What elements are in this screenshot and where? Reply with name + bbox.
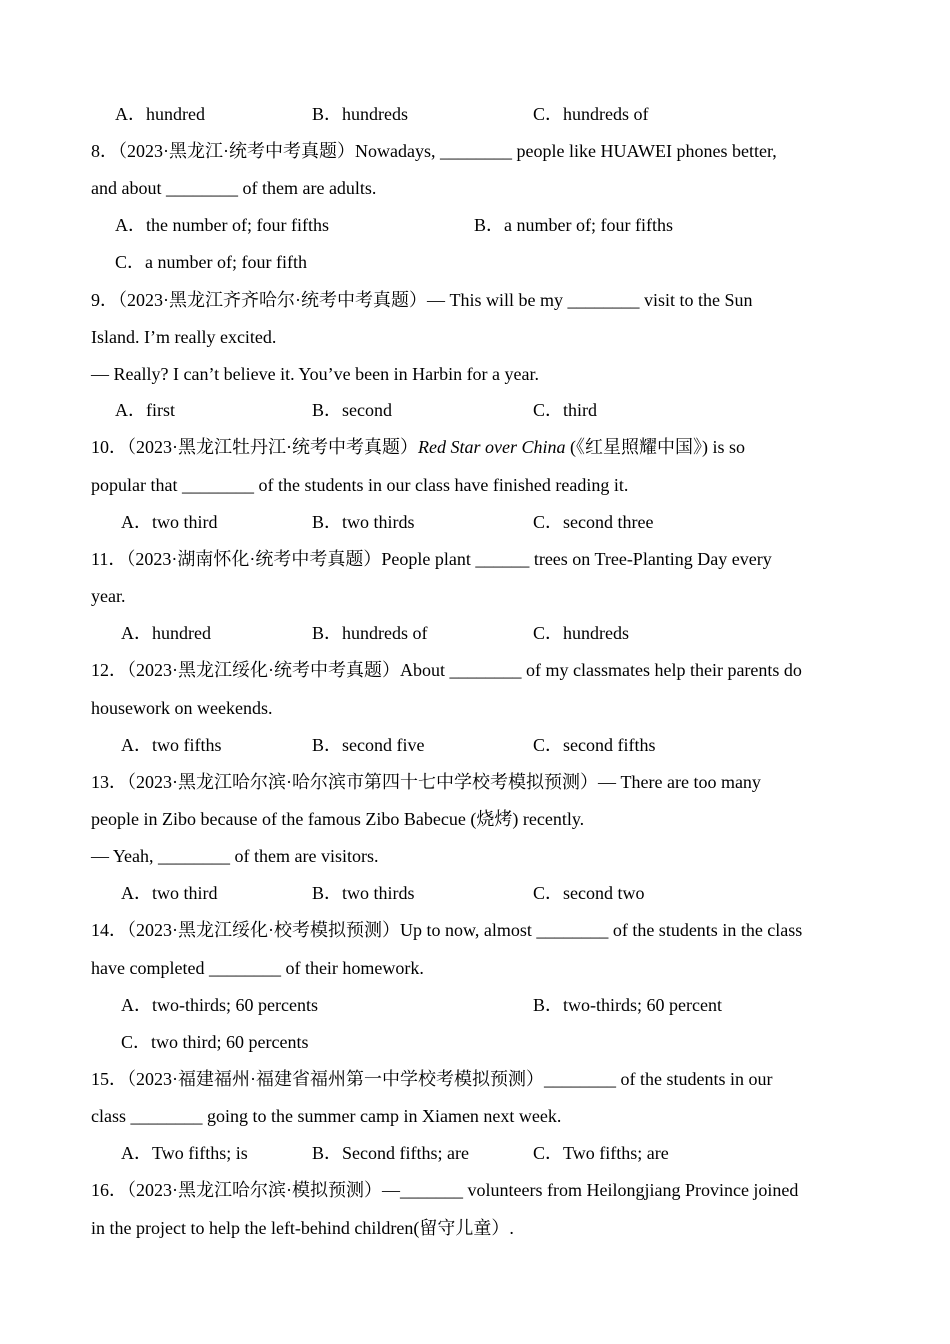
q7-option-a: A．hundred <box>115 104 205 124</box>
q16-line-1 <box>91 1178 870 1202</box>
q13-text-1: — There are too many <box>598 772 761 792</box>
q11-line-2: year. <box>91 586 126 606</box>
q12-number: 12． <box>91 660 127 680</box>
q13-line-2: people in Zibo because of the famous Zibo Babecue (烧烤) recently. <box>91 809 585 829</box>
q15-line-1 <box>91 1067 870 1091</box>
q11-text-1: People plant ______ trees on Tree-Planting Day every <box>381 549 772 569</box>
q10-option-a: A．two third <box>121 512 218 532</box>
q8-number: 8． <box>91 141 118 161</box>
q14-source: （2023·黑龙江绥化·校考模拟预测） <box>127 920 400 940</box>
q13-option-b: B．two thirds <box>312 883 415 903</box>
q8-option-c: C．a number of; four fifth <box>115 252 307 272</box>
q16-number: 16． <box>91 1180 127 1200</box>
q11-option-a: A．hundred <box>121 623 211 643</box>
q12-option-b: B．second five <box>312 735 425 755</box>
q14-line-2: have completed ________ of their homework. <box>91 958 424 978</box>
q11-option-b: B．hundreds of <box>312 623 428 643</box>
q12-line-2: housework on weekends. <box>91 698 273 718</box>
q8-source: （2023·黑龙江·统考中考真题） <box>118 141 355 161</box>
q15-text-1: ________ of the students in our <box>544 1069 773 1089</box>
q11-line-1 <box>91 547 870 571</box>
q14-option-c: C．two third; 60 percents <box>121 1032 309 1052</box>
q8-text-1: Nowadays, ________ people like HUAWEI phones better, <box>355 141 777 161</box>
q15-option-c: C．Two fifths; are <box>533 1143 669 1163</box>
q12-text-1: About ________ of my classmates help their parents do <box>400 660 802 680</box>
q10-line-1 <box>91 435 870 459</box>
q13-option-c: C．second two <box>533 883 645 903</box>
q13-line-3: — Yeah, ________ of them are visitors. <box>91 846 379 866</box>
q16-line-2: in the project to help the left-behind children(留守儿童）. <box>91 1218 514 1238</box>
q9-line-2: Island. I’m really excited. <box>91 327 277 347</box>
q15-source: （2023·福建福州·福建省福州第一中学校考模拟预测） <box>127 1069 544 1089</box>
q8-line-1 <box>91 139 870 163</box>
q14-option-a: A．two-thirds; 60 percents <box>121 995 318 1015</box>
q9-source: （2023·黑龙江齐齐哈尔·统考中考真题） <box>118 290 427 310</box>
q12-source: （2023·黑龙江绥化·统考中考真题） <box>127 660 400 680</box>
q13-source: （2023·黑龙江哈尔滨·哈尔滨市第四十七中学校考模拟预测） <box>127 772 598 792</box>
q12-line-1 <box>91 658 870 682</box>
q15-option-b: B．Second fifths; are <box>312 1143 469 1163</box>
q9-text-1: — This will be my ________ visit to the Sun <box>427 290 753 310</box>
q15-line-2: class ________ going to the summer camp in Xiamen next week. <box>91 1106 562 1126</box>
q9-option-c: C．third <box>533 400 598 420</box>
q12-option-c: C．second fifths <box>533 735 656 755</box>
q15-number: 15． <box>91 1069 127 1089</box>
q16-source: （2023·黑龙江哈尔滨·模拟预测） <box>127 1180 382 1200</box>
q13-option-a: A．two third <box>121 883 218 903</box>
q10-option-c: C．second three <box>533 512 654 532</box>
q8-option-b: B．a number of; four fifths <box>474 215 673 235</box>
q9-option-b: B．second <box>312 400 392 420</box>
q9-number: 9． <box>91 290 118 310</box>
q15-option-a: A．Two fifths; is <box>121 1143 248 1163</box>
q10-book-title: Red Star over China <box>418 437 566 457</box>
q12-option-a: A．two fifths <box>121 735 222 755</box>
q13-number: 13． <box>91 772 127 792</box>
q10-number: 10． <box>91 437 127 457</box>
q14-number: 14． <box>91 920 127 940</box>
q11-number: 11． <box>91 549 127 569</box>
q7-option-c: C．hundreds of <box>533 104 649 124</box>
q16-text-1: —_______ volunteers from Heilongjiang Province joined <box>382 1180 799 1200</box>
q11-source: （2023·湖南怀化·统考中考真题） <box>126 549 382 569</box>
q14-text-1: Up to now, almost ________ of the students in the class <box>400 920 803 940</box>
q10-option-b: B．two thirds <box>312 512 415 532</box>
q14-option-b: B．two-thirds; 60 percent <box>533 995 722 1015</box>
q8-option-a: A．the number of; four fifths <box>115 215 329 235</box>
q13-line-1 <box>91 770 870 794</box>
q10-text-1: (《红星照耀中国》) is so <box>565 437 745 457</box>
q9-line-3: — Really? I can’t believe it. You’ve been in Harbin for a year. <box>91 364 540 384</box>
q10-line-2: popular that ________ of the students in our class have finished reading it. <box>91 475 629 495</box>
q14-line-1 <box>91 918 870 942</box>
q10-source: （2023·黑龙江牡丹江·统考中考真题） <box>127 437 418 457</box>
q8-line-2: and about ________ of them are adults. <box>91 178 377 198</box>
q9-line-1 <box>91 288 870 312</box>
q7-option-b: B．hundreds <box>312 104 408 124</box>
q11-option-c: C．hundreds <box>533 623 629 643</box>
q9-option-a: A．first <box>115 400 175 420</box>
